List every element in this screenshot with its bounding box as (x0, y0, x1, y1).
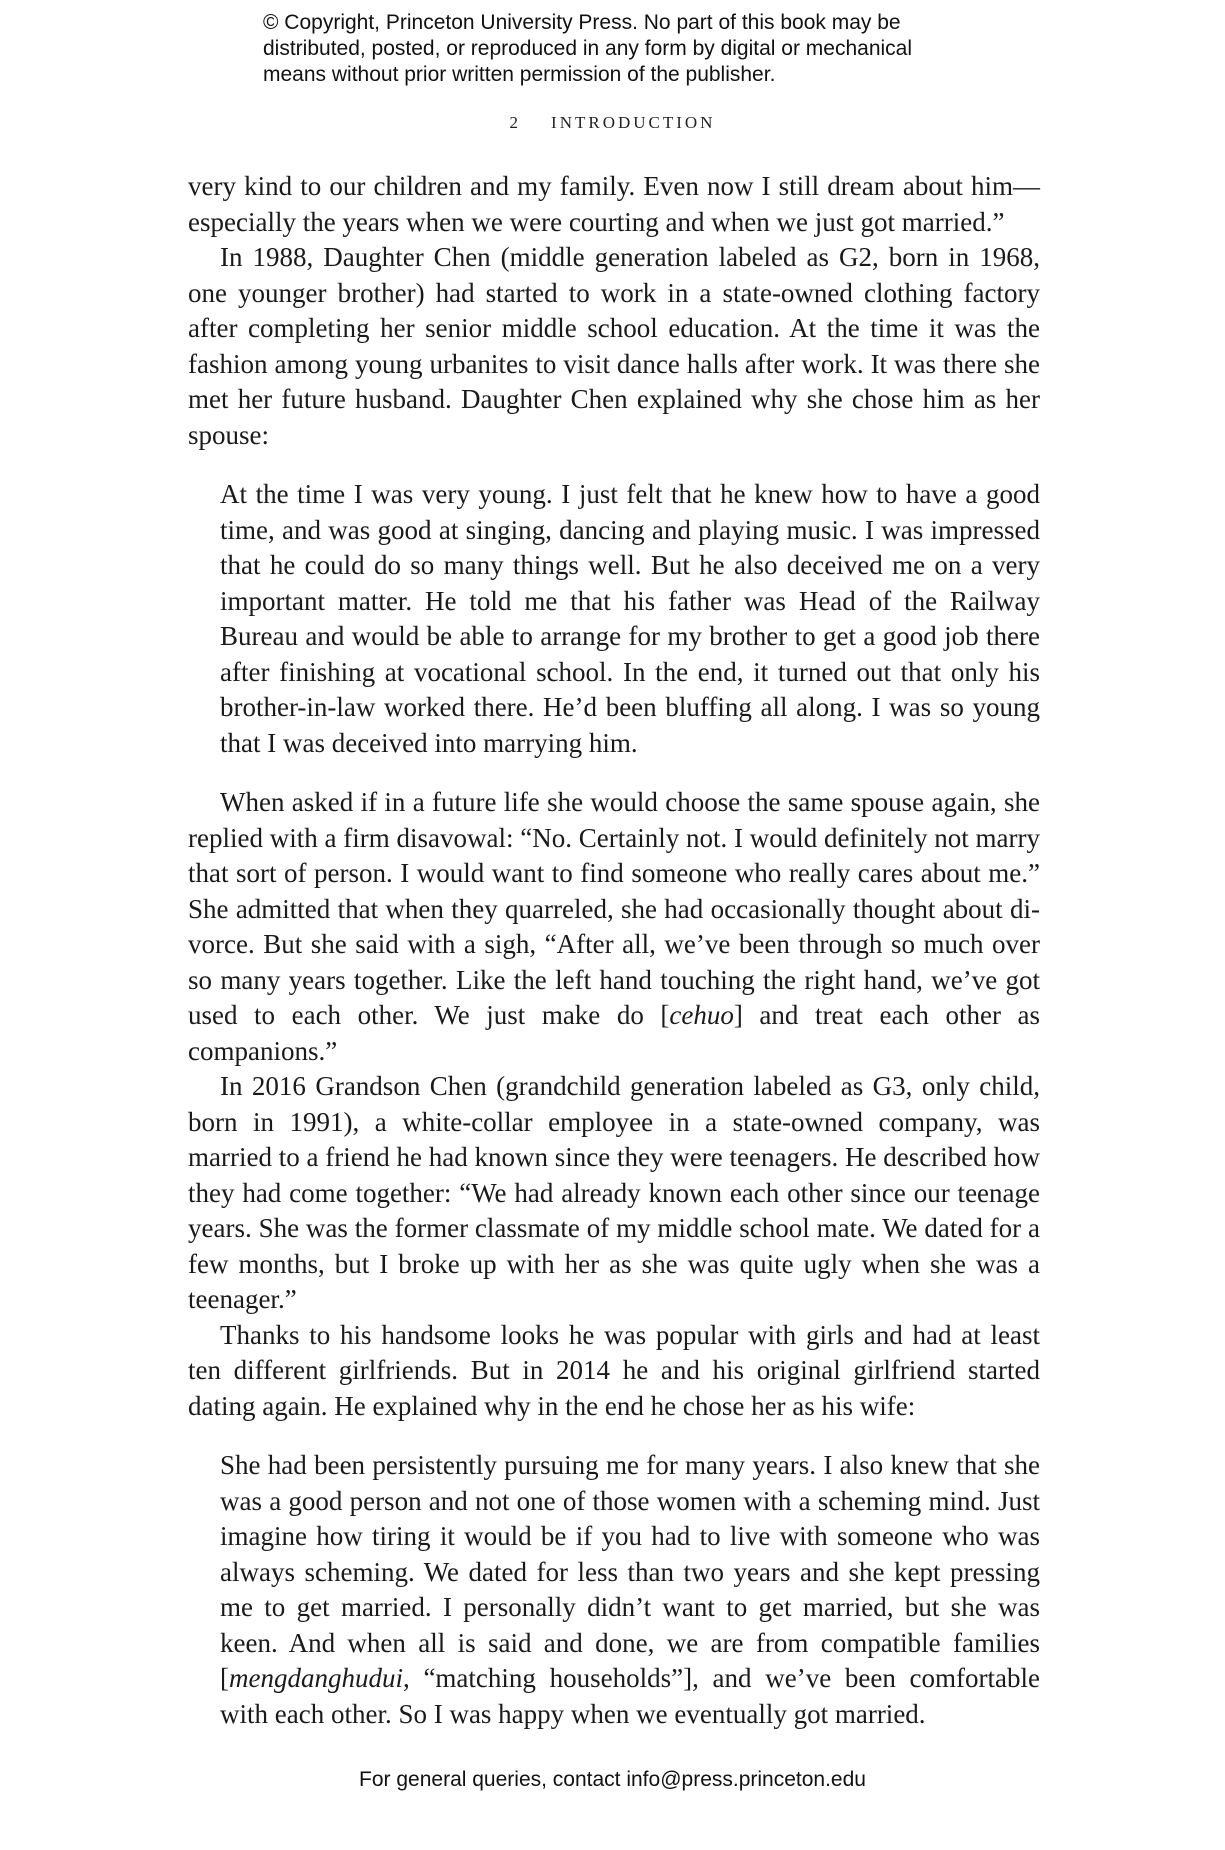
block-quote (220, 1448, 1040, 1732)
paragraph-text: When asked if in a future life she would choose the same spouse again, she replied with a firm disavowal: “No. Certainly not. I would definitely not marry that sort of person. I would want to find someone who really cares about me.” She admitted that when they quarreled, she had occasionally thought about divorce. But she said with a sigh, “After all, we’ve been through so much over so many years together. Like the left hand touching the right hand, we’ve got used to each other. We just make do [ (188, 787, 1040, 1030)
block-quote (220, 477, 1040, 761)
paragraph: Thanks to his handsome looks he was popular with girls and had at least ten different girlfriends. But in 2014 he and his original girlfriend started dating again. He explained why in the end he chose her as his wife: (188, 1319, 1040, 1421)
paragraph-text: ] and treat each other as companions.” (188, 1000, 1040, 1066)
quote-text: At the time I was very young. I just felt that he knew how to have a good time, and was good at singing, dancing and playing music. I was impressed that he could do so many things well. But he also deceived me on a very important matter. He told me that his father was Head of the Railway Bureau and would be able to arrange for my brother to get a good job there after finishing at vocational school. In the end, it turned out that only his brother-in-law worked there. He’d been bluffing all along. I was so young that I was deceived into marrying him. (220, 479, 1040, 758)
copyright-line: © Copyright, Princeton University Press. No part of this book may be (263, 11, 901, 34)
page-number: 2 (509, 113, 522, 132)
pinyin-term: mengdanghudui (229, 1663, 403, 1693)
pinyin-term: cehuo (669, 1000, 734, 1030)
page-body (188, 169, 1040, 1756)
copyright-notice (263, 10, 1023, 88)
running-head (0, 113, 1225, 133)
copyright-line: means without prior written permission of the publisher. (263, 63, 776, 86)
quote-text (220, 1448, 1040, 1732)
chapter-title: INTRODUCTION (551, 113, 716, 132)
paragraph: In 2016 Grandson Chen (grandchild generation labeled as G3, only child, born in 1991), a white-collar employee in a state-owned company, was married to a friend he had known since they were teenagers. He described how they had come together: “We had already known each other since our teenage years. She was the former classmate of my middle school mate. We dated for a few months, but I broke up with her as she was quite ugly when she was a teenager.” (188, 1071, 1040, 1314)
paragraph-continued: very kind to our children and my family. Even now I still dream about him—especially the years when we were courting and when we just got married.” (188, 171, 1040, 237)
quote-segment: She had been persistently pursuing me for many years. I also knew that she was a good person and not one of those women with a scheming mind. Just imagine how tiring it would be if you had to live with someone who was always scheming. We dated for less than two years and she kept pressing me to get married. I personally didn’t want to get married, but she was keen. And when all is said and done, we are from compatible families [ (220, 1450, 1040, 1693)
footer-contact: For general queries, contact info@press.princeton.edu (359, 1768, 866, 1791)
paragraph: In 1988, Daughter Chen (middle generation labeled as G2, born in 1968, one younger brother) had started to work in a state-owned clothing factory after completing her senior middle school education. At the time it was the fashion among young urbanites to visit dance halls after work. It was there she met her future husband. Daughter Chen explained why she chose him as her spouse: (188, 242, 1040, 450)
paragraph (188, 785, 1040, 1069)
copyright-line: distributed, posted, or reproduced in any form by digital or mechanical (263, 37, 913, 60)
quote-segment: , “matching households”], and we’ve been comfortable with each other. So I was happy when we eventually got married. (220, 1663, 1040, 1729)
